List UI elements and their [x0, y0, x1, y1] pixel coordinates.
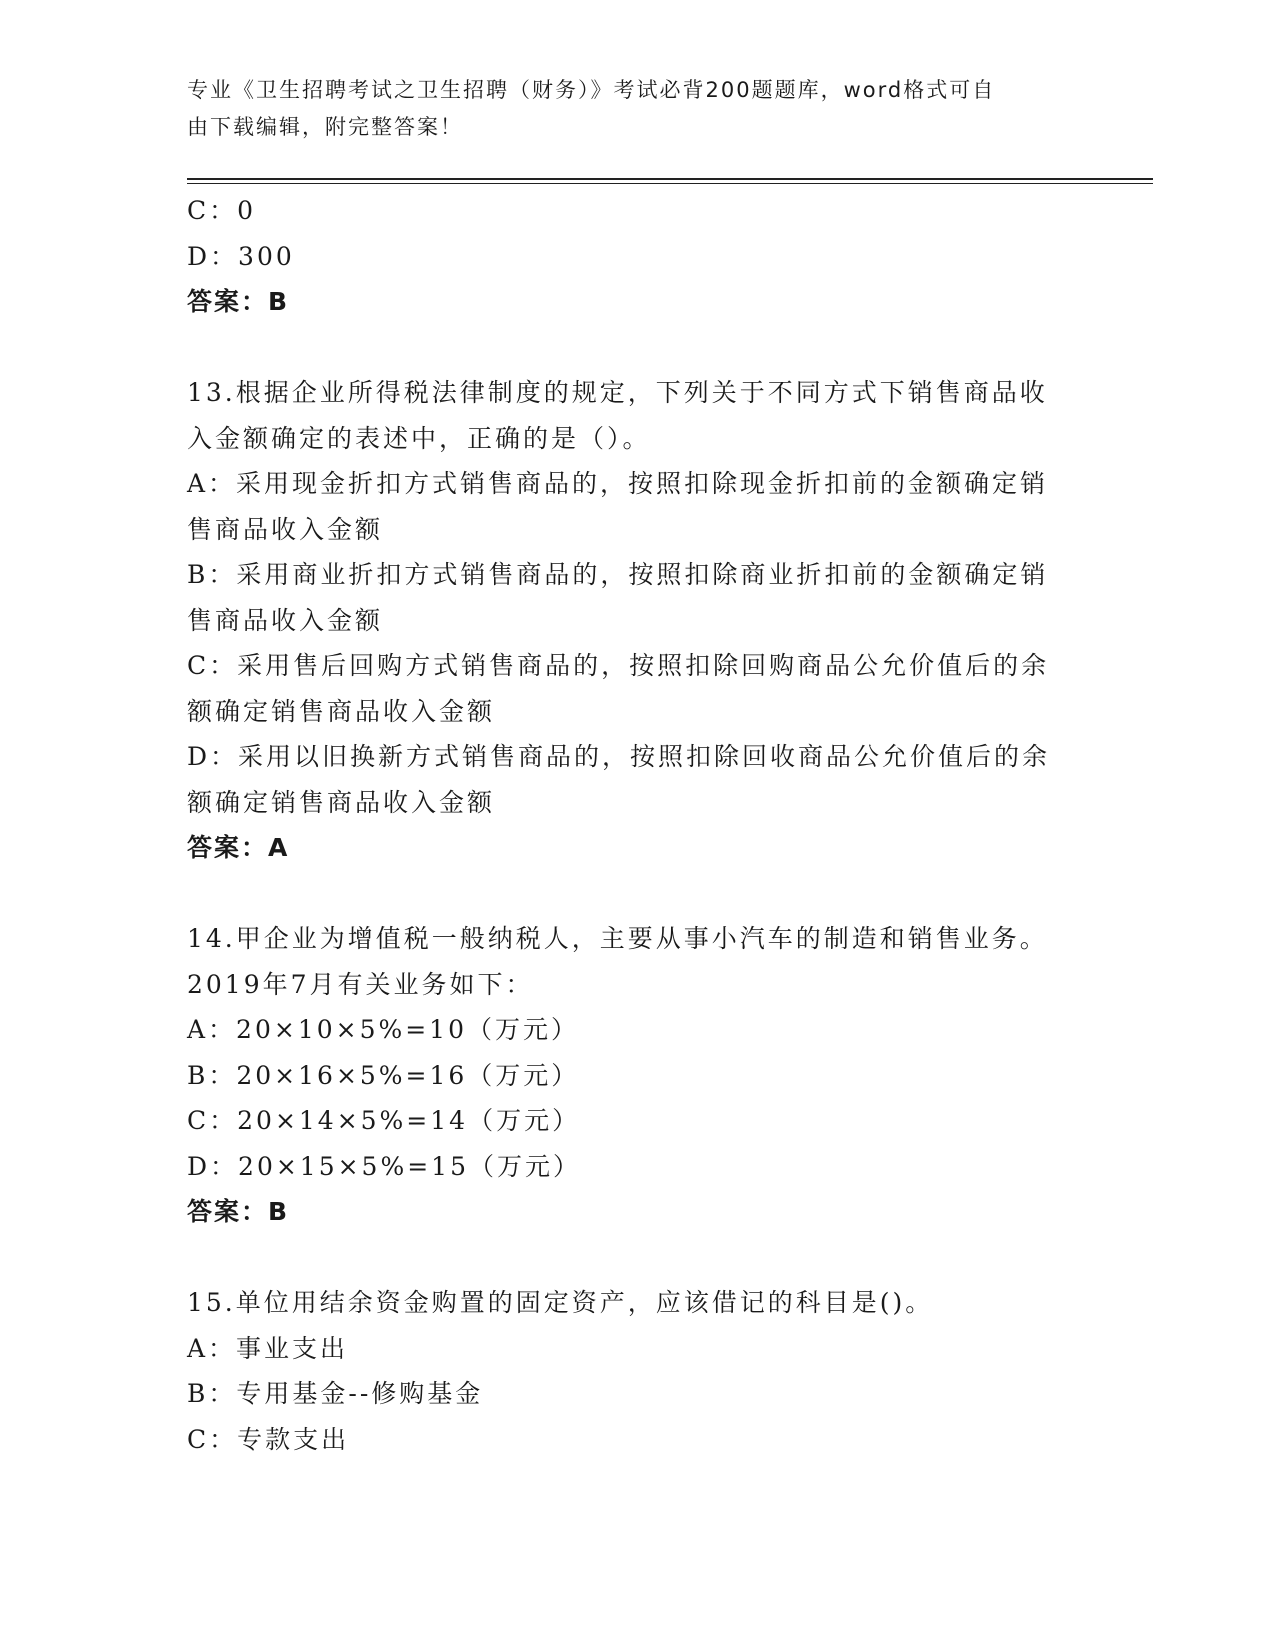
question-list	[187, 188, 1087, 1462]
q15-option-c: C：专款支出	[187, 1424, 350, 1454]
document-header	[187, 72, 1077, 146]
q14-stem-line-1: 14.甲企业为增值税一般纳税人，主要从事小汽车的制造和销售业务。	[187, 924, 1048, 953]
q14-option-b: B：20×16×5%=16（万元）	[187, 1060, 580, 1090]
header-rule-thick	[187, 178, 1153, 180]
q14-stem-line-2: 2019年7月有关业务如下：	[187, 969, 534, 999]
q13-option-d-line-1: D：采用以旧换新方式销售商品的，按照扣除回收商品公允价值后的余	[187, 742, 1051, 771]
q13-option-c-line-1: C：采用售后回购方式销售商品的，按照扣除回购商品公允价值后的余	[187, 651, 1050, 680]
header-rule-thin	[187, 183, 1153, 184]
q13-stem-line-1: 13.根据企业所得税法律制度的规定，下列关于不同方式下销售商品收	[187, 378, 1048, 407]
q15-option-a: A：事业支出	[187, 1333, 349, 1363]
header-line-2: 由下载编辑，附完整答案！	[187, 115, 463, 139]
q15-option-b: B：专用基金--修购基金	[187, 1379, 484, 1408]
q14-option-c: C：20×14×5%=14（万元）	[187, 1106, 581, 1135]
q13-option-b-line-2: 售商品收入金额	[187, 605, 384, 635]
q13-option-c-line-2: 额确定销售商品收入金额	[187, 696, 496, 726]
q13-option-d-line-2: 额确定销售商品收入金额	[187, 787, 496, 817]
q13-answer: 答案：A	[187, 833, 290, 862]
header-line-1: 专业《卫生招聘考试之卫生招聘（财务）》考试必背200题题库，word格式可自	[187, 78, 996, 102]
q14-option-d: D：20×15×5%=15（万元）	[187, 1151, 581, 1181]
q13-stem-line-2: 入金额确定的表述中，正确的是（）。	[187, 423, 651, 453]
q15-stem: 15.单位用结余资金购置的固定资产，应该借记的科目是()。	[187, 1288, 934, 1317]
q12-answer: 答案：B	[187, 287, 290, 316]
q14-answer: 答案：B	[187, 1197, 290, 1226]
q13-option-a-line-1: A：采用现金折扣方式销售商品的，按照扣除现金折扣前的金额确定销	[187, 469, 1049, 498]
q13-option-b-line-1: B：采用商业折扣方式销售商品的，按照扣除商业折扣前的金额确定销	[187, 560, 1049, 589]
q12-option-c: C：0	[187, 196, 257, 225]
q14-option-a: A：20×10×5%=10（万元）	[187, 1015, 579, 1044]
q12-option-d: D：300	[187, 241, 295, 271]
q13-option-a-line-2: 售商品收入金额	[187, 514, 384, 544]
